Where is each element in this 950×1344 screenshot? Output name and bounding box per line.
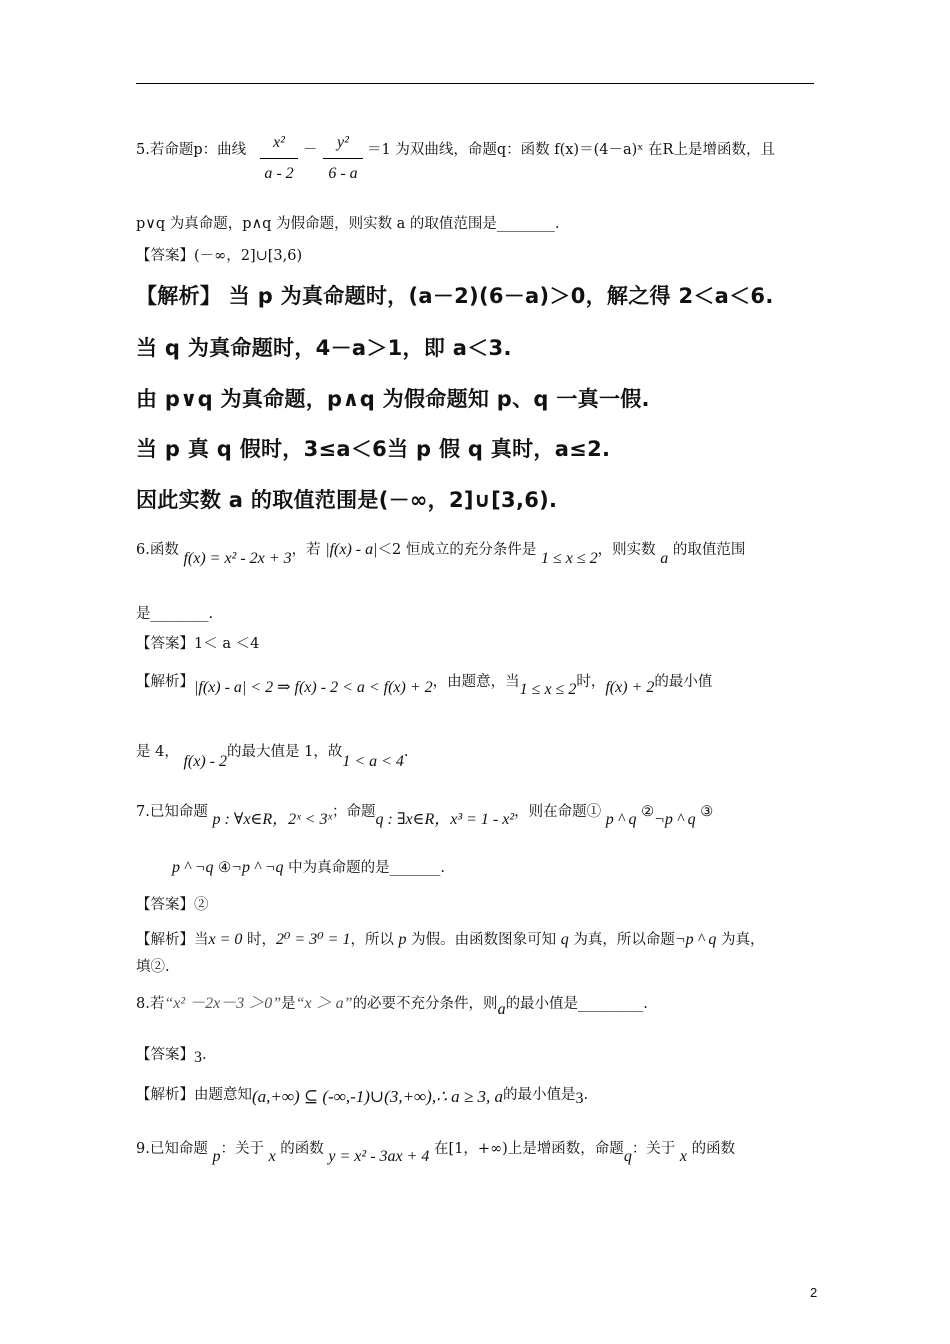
q5-fraction-2 xyxy=(323,134,363,189)
q6-analysis-math-3: f(x) + 2 xyxy=(605,679,655,696)
q6-text-4: 的取值范围 xyxy=(672,542,746,558)
q6-analysis-text-3: 的最小值 xyxy=(654,674,713,690)
q9-text-2: 的函数 xyxy=(280,1141,324,1157)
q9-text-3: 在[1，+∞)上是增函数，命题 xyxy=(434,1141,624,1157)
q6-analysis2-text-2: 的最大值是 1，故 xyxy=(226,744,343,760)
q8-line1 xyxy=(136,994,648,1018)
q6-line2: 是________. xyxy=(136,606,214,622)
q7-line2 xyxy=(172,858,445,878)
q9-expr: y = x² - 3ax + 4 xyxy=(328,1148,430,1165)
q6-line1 xyxy=(136,540,746,567)
q9-var-x2: x xyxy=(679,1148,688,1165)
q9-var-p: p xyxy=(212,1148,221,1165)
page-number: 2 xyxy=(810,1285,818,1300)
q5-analysis-line3: 由 p∨q 为真命题，p∧q 为假命题知 p、q 一真一假. xyxy=(136,387,650,411)
q8-an-text-b: 的最小值是 xyxy=(502,1087,576,1103)
q9-var-q: q xyxy=(623,1148,632,1165)
fraction-numerator: x² xyxy=(273,134,285,151)
q5-analysis-line2: 当 q 为真命题时，4－a＞1，即 a＜3. xyxy=(136,336,512,360)
q8-expr-2: “x ＞ a” xyxy=(295,995,353,1012)
q6-condition: 1 ≤ x ≤ 2 xyxy=(540,550,598,567)
q5-analysis-line1: 【解析】 当 p 为真命题时，(a－2)(6－a)＞0，解之得 2＜a＜6. xyxy=(136,284,774,308)
q7-line1 xyxy=(136,802,714,828)
q7-an-math-4: q xyxy=(560,931,569,948)
q7-an-text-a: 【解析】当 xyxy=(136,932,209,948)
q8-text-2: 的必要不充分条件，则 xyxy=(352,996,498,1012)
q7-option-4: ¬p ^ ¬q xyxy=(231,859,284,876)
q8-an-math-2: 3 xyxy=(575,1090,584,1107)
q9-text-4: ：关于 xyxy=(631,1141,676,1157)
q7-p-expr: p : ∀x∈R，2ˣ < 3ˣ xyxy=(212,811,332,828)
q5-analysis-line4: 当 p 真 q 假时，3≤a＜6当 p 假 q 真时，a≤2. xyxy=(136,437,611,461)
q9-line1 xyxy=(136,1139,736,1165)
q6-analysis-math-1: |f(x) - a| < 2 ⇒ f(x) - 2 < a < f(x) + 2 xyxy=(194,679,433,696)
q7-analysis-line1 xyxy=(136,930,765,950)
q8-analysis xyxy=(136,1084,588,1105)
q8-var-a: a xyxy=(497,1001,506,1018)
q7-analysis-line2: 填②. xyxy=(136,959,170,975)
q6-answer-value: 1＜ a ＜4 xyxy=(194,636,260,652)
q6-analysis-math-2: 1 ≤ x ≤ 2 xyxy=(519,681,577,698)
q7-option-2: ¬p ^ q xyxy=(654,811,696,828)
fraction-denominator: a - 2 xyxy=(264,165,294,182)
q7-circle-2: ② xyxy=(641,804,655,820)
q8-text-1: 是 xyxy=(281,996,296,1012)
fraction-denominator: 6 - a xyxy=(328,165,358,182)
q9-label: 9.已知命题 xyxy=(136,1141,208,1157)
q7-an-math-3: p xyxy=(398,931,407,948)
q9-text-5: 的函数 xyxy=(691,1141,736,1157)
q9-text-1: ：关于 xyxy=(220,1141,264,1157)
q6-analysis2-text-1: 是 4， xyxy=(136,744,179,760)
q6-analysis2-math-2: 1 < a < 4 xyxy=(342,753,404,770)
q8-answer-dot: . xyxy=(202,1047,207,1063)
q5-answer: 【答案】(－∞，2]∪[3,6) xyxy=(136,248,303,264)
q7-q-expr: q : ∃x∈R，x³ = 1 - x² xyxy=(375,811,515,828)
q5-line2: p∨q 为真命题，p∧q 为假命题，则实数 a 的取值范围是________. xyxy=(136,216,560,232)
q7-an-text-c: ，所以 xyxy=(350,932,394,948)
q7-circle-3: ③ xyxy=(700,804,714,820)
q6-abs-expr: |f(x) - a| xyxy=(325,541,378,558)
q6-analysis-text-1: ，由题意，当 xyxy=(432,674,520,690)
q7-label: 7.已知命题 xyxy=(136,804,208,820)
q8-an-math: (a,+∞) ⊆ (-∞,-1)∪(3,+∞),∴ a ≥ 3, a xyxy=(252,1087,503,1106)
q7-text-1: ；命题 xyxy=(332,804,376,820)
q8-answer-label: 【答案】 xyxy=(136,1047,194,1063)
q6-analysis-label: 【解析】 xyxy=(136,674,194,690)
q7-an-math-5: ¬p ^ q xyxy=(674,931,717,948)
q7-an-text-b: 时， xyxy=(247,932,277,948)
q5-line1-start: 5.若命题p：曲线 xyxy=(136,142,247,158)
fraction-numerator: y² xyxy=(337,134,349,151)
q6-label: 6.函数 xyxy=(136,542,179,558)
q8-answer xyxy=(136,1045,207,1065)
q6-text-3: ，则实数 xyxy=(597,542,656,558)
q6-text-2: ＜2 恒成立的充分条件是 xyxy=(377,542,537,558)
q5-analysis-line5: 因此实数 a 的取值范围是(－∞，2]∪[3,6). xyxy=(136,488,558,512)
q7-an-text-e: 为真，所以命题 xyxy=(573,932,675,948)
q6-text-1: ，若 xyxy=(291,542,321,558)
q8-label: 8.若 xyxy=(136,996,165,1012)
q6-analysis2-text-3: . xyxy=(403,744,409,760)
q7-answer: 【答案】② xyxy=(136,897,209,913)
q7-an-math-1: x = 0 xyxy=(208,931,243,948)
q7-an-text-d: 为假。由函数图象可知 xyxy=(411,932,557,948)
header-rule xyxy=(136,83,814,84)
q8-an-text-a: 【解析】由题意知 xyxy=(136,1087,252,1103)
q5-fraction-1 xyxy=(260,134,298,189)
q6-analysis-line1 xyxy=(136,672,713,698)
q6-analysis-line2 xyxy=(136,742,409,770)
q7-option-3: p ^ ¬q xyxy=(172,859,214,876)
q9-var-x: x xyxy=(268,1148,276,1165)
q6-function: f(x) = x² - 2x + 3 xyxy=(183,550,292,567)
q7-an-text-f: 为真， xyxy=(721,932,765,948)
q8-expr-1: “x² －2x－3 ＞0” xyxy=(164,995,282,1012)
q7-text-2: ，则在命题① xyxy=(514,804,602,820)
q8-an-text-c: . xyxy=(583,1087,589,1103)
q7-option-1: p ^ q xyxy=(605,811,637,828)
q7-text-3: 中为真命题的是_______. xyxy=(288,860,445,876)
q6-answer-label: 【答案】 xyxy=(136,636,194,652)
q6-analysis2-math-1: f(x) - 2 xyxy=(183,753,227,770)
q6-answer xyxy=(136,634,259,654)
q7-an-math-2: 2⁰ = 3⁰ = 1 xyxy=(276,931,351,948)
q6-analysis-text-2: 时， xyxy=(576,674,606,690)
q5-minus: － xyxy=(303,142,318,158)
q7-circle-4: ④ xyxy=(218,860,232,876)
q6-var-a: a xyxy=(660,550,669,567)
q8-answer-value: 3 xyxy=(194,1049,202,1066)
q5-line1-end: ＝1 为双曲线，命题q：函数 f(x)＝(4－a)ˣ 在R上是增函数，且 xyxy=(367,142,775,158)
q8-text-3: 的最小值是_________. xyxy=(505,996,648,1012)
